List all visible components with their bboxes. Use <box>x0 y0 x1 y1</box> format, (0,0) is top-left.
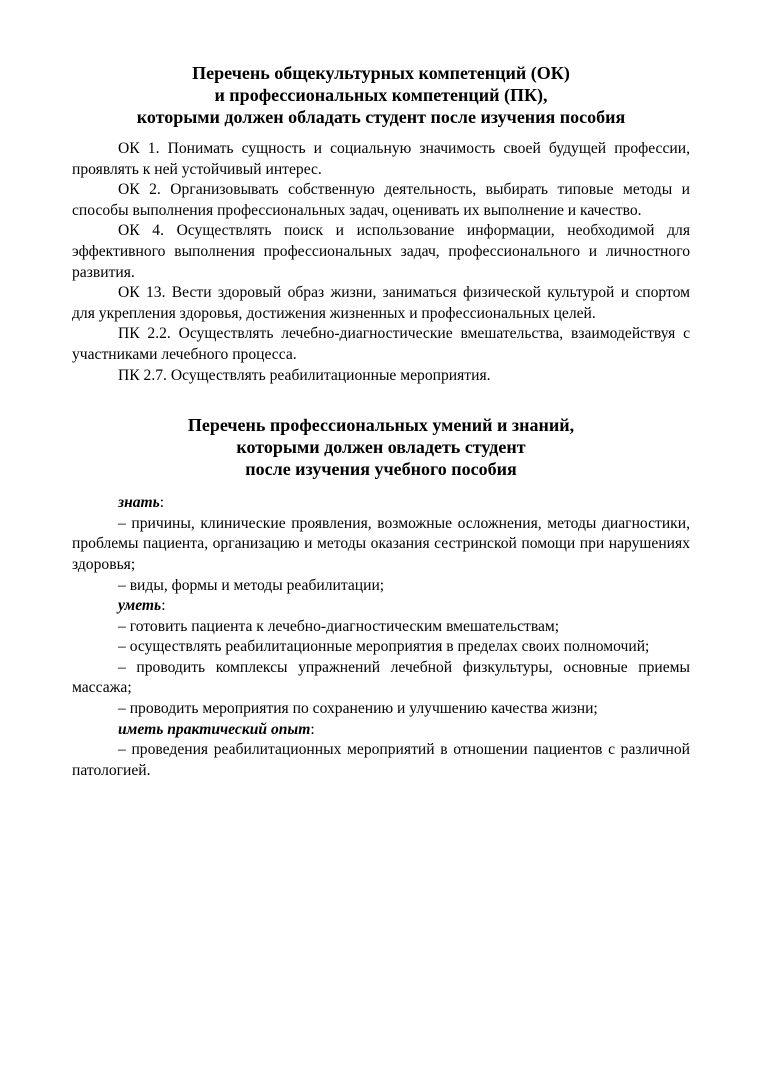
competency-pk22: ПК 2.2. Осуществлять лечебно-диагностические вмешательства, взаимодействуя с участниками лечебного процесса. <box>72 325 690 363</box>
know-item: – причины, клинические проявления, возможные осложнения, методы диагностики, проблемы пациента, организацию и методы оказания сестринской помощи при нарушениях здоровья; <box>72 514 690 573</box>
can-heading <box>72 596 690 617</box>
know-label: знать <box>118 494 160 512</box>
can-label: уметь <box>118 597 162 615</box>
experience-heading <box>72 720 690 741</box>
title-line: и профессиональных компетенций (ПК), <box>214 85 548 105</box>
know-item: – виды, формы и методы реабилитации; <box>118 576 385 594</box>
know-heading <box>72 493 690 514</box>
skills-title <box>72 414 690 480</box>
colon: : <box>161 597 166 615</box>
colon: : <box>310 720 315 738</box>
competency-pk27: ПК 2.7. Осуществлять реабилитационные мероприятия. <box>118 366 491 384</box>
experience-label: иметь практический опыт <box>118 720 311 738</box>
title-line: которыми должен овладеть студент <box>236 437 526 458</box>
title-line: Перечень профессиональных умений и знаний, <box>187 415 575 436</box>
can-item: – осуществлять реабилитационные мероприятия в пределах своих полномочий; <box>118 638 650 656</box>
experience-item: – проведения реабилитационных мероприятий в отношении пациентов с различной патологией. <box>72 741 690 779</box>
can-item: – проводить мероприятия по сохранению и улучшению качества жизни; <box>118 700 598 718</box>
document-page <box>72 62 690 781</box>
can-item: – проводить комплексы упражнений лечебной физкультуры, основные приемы массажа; <box>72 658 690 697</box>
competency-ok2: ОК 2. Организовывать собственную деятельность, выбирать типовые методы и способы выполнения профессиональных задач, оценивать их выполнение и качество. <box>72 181 690 219</box>
colon: : <box>159 494 165 512</box>
competency-ok1: ОК 1. Понимать сущность и социальную значимость своей будущей профессии, проявлять к ней устойчивый интерес. <box>72 140 690 178</box>
title-line: которыми должен обладать студент после изучения пособия <box>136 107 626 127</box>
title-line: Перечень общекультурных компетенций (ОК) <box>192 63 570 83</box>
can-item: – готовить пациента к лечебно-диагностическим вмешательствам; <box>118 617 560 635</box>
title-line: после изучения учебного пособия <box>245 459 517 480</box>
competency-ok4: ОК 4. Осуществлять поиск и использование информации, необходимой для эффективного выполнения профессиональных задач, профессионального и личностного развития. <box>72 222 690 281</box>
competency-ok13: ОК 13. Вести здоровый образ жизни, заниматься физической культурой и спортом для укрепления здоровья, достижения жизненных и профессиональных целей. <box>72 284 690 322</box>
competencies-title <box>72 62 690 128</box>
